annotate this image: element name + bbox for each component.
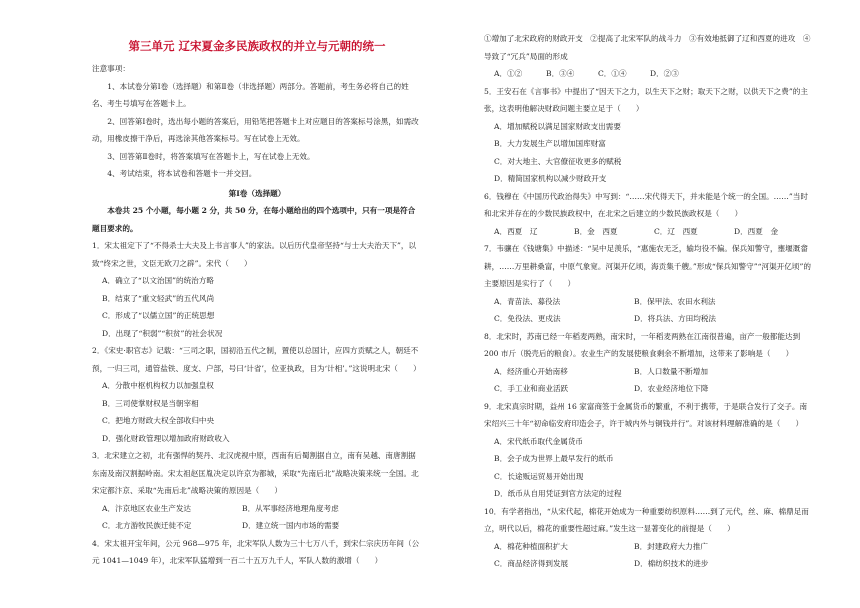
question-stem: 4．宋太祖开宝年间，公元 968—975 年，北宋军队人数为三十七万八千，到宋仁宗庆历年间（公元 1041—1049 年），北宋军队猛增到一百二十五万九千人，军队人数的激增（ ） — [92, 538, 420, 565]
question-stem: 8．北宋时，苏南已经一年稻麦两熟，南宋时，一年稻麦两熟在江南很普遍，亩产一般都能达到 200 市斤（脱壳后的粮食）。农业生产的发展使粮食剩余不断增加，这带来了影响是（ ） — [484, 331, 801, 358]
option: B．三司使掌财权是当朝宰相 — [102, 398, 199, 408]
question-stem: ①增加了北宋政府的财政开支 ②提高了北宋军队的战斗力 ③有效地抵御了辽和西夏的进攻 ④导致了“冗兵”局面的形成 — [484, 34, 811, 61]
option-row — [92, 517, 422, 535]
option: C．手工业和商业活跃 — [494, 384, 569, 393]
option-row — [484, 310, 814, 328]
option: A．①② — [494, 69, 523, 78]
option: D．棉纺织技术的进步 — [634, 559, 709, 568]
option: C．①④ — [598, 69, 627, 78]
question-stem: 5．王安石在《言事书》中提出了“因天下之力，以生天下之财；取天下之财，以供天下之费”的主张，这表明他解决财政问题主要立足于（ ） — [484, 86, 808, 113]
option: B．会子成为世界上最早发行的纸币 — [494, 454, 614, 463]
option: D．纸币从自用凭证到官方法定的过程 — [494, 489, 622, 498]
option-row — [484, 555, 814, 573]
option: B．③④ — [546, 69, 575, 78]
question-stem: 7．韦骧在《钱塘集》中描述：“吴中足羡乐，“惠施农无乏，输均役不偏。保兵知警守，壅堰溉畲耕，……万里耕桑富，中原气象宽。河渠开亿顷，海贡集千艘。”形成“保兵知警守”“河渠开亿顷”的主要原因是实行了（ ） — [484, 244, 811, 288]
option: C．把地方财政大权全部收归中央 — [102, 416, 215, 425]
option-row — [484, 363, 814, 381]
option: C．长途贩运贸易开始出现 — [494, 471, 584, 481]
question-stem: 1．宋太祖定下了“不得杀士大夫及上书言事人”的家法。以后历代皇帝坚持“与士大夫治天下”，以致“终宋之世，文臣无欧刀之辟”。宋代（ ） — [92, 241, 417, 268]
option: B．大力发展生产以增加国库财富 — [494, 139, 606, 148]
option: A．增加赋税以满足国家财政支出需要 — [494, 121, 621, 131]
notes-heading: 注意事项： — [92, 64, 130, 73]
right-column — [484, 0, 814, 573]
question-stem: 10．有学者指出，“从宋代起，棉花开始成为一种重要纺织原料……到了元代，丝、麻、棉鼎足而立，明代以后，棉花的重要性超过麻。”发生这一显著变化的前提是（ ） — [484, 506, 809, 533]
option: D．②③ — [650, 69, 679, 78]
option: C．商品经济得到发展 — [494, 559, 569, 568]
question-stem: 2．《宋史·职官志》记载：“三司之职，国初沿五代之制，置使以总国计，应四方贡赋之人，朝廷不预，一归三司，通管盐铁、度支、户部，号曰‘计省’，位亚执政，目为‘计相’。”这说明北宋（ ） — [92, 346, 421, 373]
page-title: 第三单元 辽宋夏金多民族政权的并立与元朝的统一 — [128, 39, 386, 53]
option-row — [484, 538, 814, 556]
option: B．结束了“重文轻武”的五代风尚 — [102, 293, 215, 303]
option: D．农业经济地位下降 — [634, 384, 709, 393]
option: A．分散中枢机构权力以加强皇权 — [102, 381, 214, 390]
question-stem: 3．北宋建立之初，北有强悍的契丹、北汉虎视中原，西南有后蜀割据自立，南有吴越、南唐割据东南及南汉割据岭南。宋太祖赵匡胤决定以许京为都城，采取“先南后北”战略决策来统一全国。北宋定都汴京、采取“先南后北”战略决策的原因是（ ） — [92, 451, 419, 495]
option: C．北方游牧民族迁徙不定 — [102, 521, 192, 530]
option: A．汴京地区农业生产发达 — [102, 503, 192, 513]
option: B．封建政府大力推广 — [634, 541, 708, 551]
option: C．免役法、更戍法 — [494, 314, 561, 323]
option: A．宋代纸币取代金属货币 — [494, 436, 584, 446]
note-item: 1、本试卷分第Ⅰ卷（选择题）和第Ⅱ卷（非选择题）两部分。答题前，考生务必将自己的姓名、考生号填写在答题卡上。 — [92, 81, 409, 108]
option: D．强化财政管理以增加政府财政收入 — [102, 433, 230, 443]
option: C．辽 西夏 — [654, 226, 698, 236]
option: D．将兵法、方田均税法 — [634, 314, 717, 323]
option: C．形成了“以儒立国”的正统思想 — [102, 311, 215, 320]
left-column — [92, 0, 422, 570]
option-row — [484, 293, 814, 311]
option-row — [484, 380, 814, 398]
option: D．西夏 金 — [734, 226, 779, 236]
option: A．棉花种植面积扩大 — [494, 541, 568, 551]
option-row — [484, 223, 814, 241]
section-heading: 第Ⅰ卷（选择题） — [228, 188, 286, 198]
option: D．精简国家机构以减少财政开支 — [494, 174, 607, 183]
option: B．保甲法、农田水利法 — [634, 296, 716, 306]
option: A．西夏 辽 — [494, 226, 538, 236]
note-item: 2、回答第Ⅰ卷时，选出每小题的答案后，用铅笔把答题卡上对应题目的答案标号涂黑，如需改动，用橡皮擦干净后，再选涂其他答案标号。写在试卷上无效。 — [92, 116, 419, 143]
option: A．确立了“以文治国”的统治方略 — [102, 276, 214, 285]
question-stem: 6．钱穆在《中国历代政治得失》中写到：“……宋代得天下，并未能是个统一的全国。……”当时和北宋并存在的少数民族政权中，在北宋之后建立的少数民族政权是（ ） — [484, 191, 808, 218]
option: A．青苗法、募役法 — [494, 296, 561, 306]
option: D．建立统一国内市场的需要 — [242, 521, 340, 530]
option-row — [92, 500, 422, 518]
option: B．金 西夏 — [574, 226, 618, 236]
question-stem: 9．北宋真宗时期，益州 16 家富商签于金属货币的繁重，不利于携带，于是联合发行了交子。南宋绍兴三十年“初命临安府印造会子，许于城内外与铜钱并行”。对该材料理解准确的是（ ） — [484, 401, 808, 428]
note-item: 3、回答第Ⅱ卷时，将答案填写在答题卡上，写在试卷上无效。 — [107, 151, 315, 161]
instruction: 本卷共 25 个小题，每小题 2 分，共 50 分，在每小题给出的四个选项中，只有一项是符合题目要求的。 — [92, 206, 416, 233]
option: B．人口数量不断增加 — [634, 366, 708, 376]
note-item: 4、考试结束，将本试卷和答题卡一并交回。 — [107, 169, 257, 178]
option: B．从军事经济地理角度考虑 — [242, 503, 339, 513]
option-row — [484, 65, 814, 83]
option: C．对大地主、大官僚征收更多的赋税 — [494, 156, 622, 166]
option: D．出现了“积弱”“积贫”的社会状况 — [102, 328, 223, 338]
option: A．经济重心开始南移 — [494, 366, 568, 376]
